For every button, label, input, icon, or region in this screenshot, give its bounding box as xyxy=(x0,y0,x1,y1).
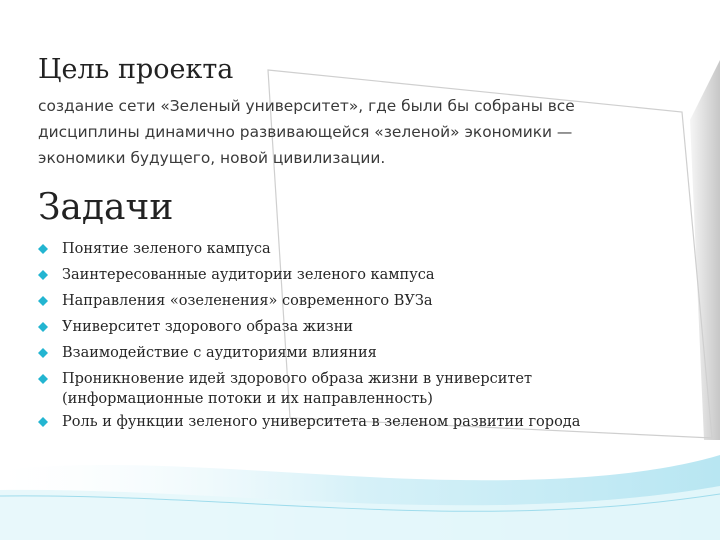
diamond-bullet-icon xyxy=(38,244,48,254)
goal-description: создание сети «Зеленый университет», где были бы собраны все дисциплины динамично развивающейся «зеленой» экономики — экономики будущего, новой цивилизации. xyxy=(38,97,575,167)
tasks-heading: Задачи xyxy=(38,187,174,228)
task-list xyxy=(38,236,718,435)
diamond-bullet-icon xyxy=(38,374,48,384)
diamond-bullet-icon xyxy=(38,270,48,280)
task-item xyxy=(38,288,718,314)
task-item xyxy=(38,340,718,366)
task-item xyxy=(38,236,718,262)
diamond-bullet-icon xyxy=(38,417,48,427)
task-text: Проникновение идей здорового образа жизни в университет xyxy=(62,371,533,387)
diamond-bullet-icon xyxy=(38,322,48,332)
task-text-continuation: (информационные потоки и их направленность) xyxy=(62,391,433,407)
task-text: Понятие зеленого кампуса xyxy=(62,241,271,257)
task-item xyxy=(38,262,718,288)
task-text: Заинтересованные аудитории зеленого кампуса xyxy=(62,267,435,283)
task-item xyxy=(38,366,718,409)
task-text: Университет здорового образа жизни xyxy=(62,319,354,335)
task-text: Взаимодействие с аудиториями влияния xyxy=(62,345,377,361)
diamond-bullet-icon xyxy=(38,348,48,358)
goal-heading: Цель проекта xyxy=(38,54,234,85)
diamond-bullet-icon xyxy=(38,296,48,306)
task-text: Направления «озеленения» современного ВУЗа xyxy=(62,293,433,309)
task-item xyxy=(38,409,718,435)
task-item xyxy=(38,314,718,340)
task-text: Роль и функции зеленого университета в зеленом развитии города xyxy=(62,414,581,430)
